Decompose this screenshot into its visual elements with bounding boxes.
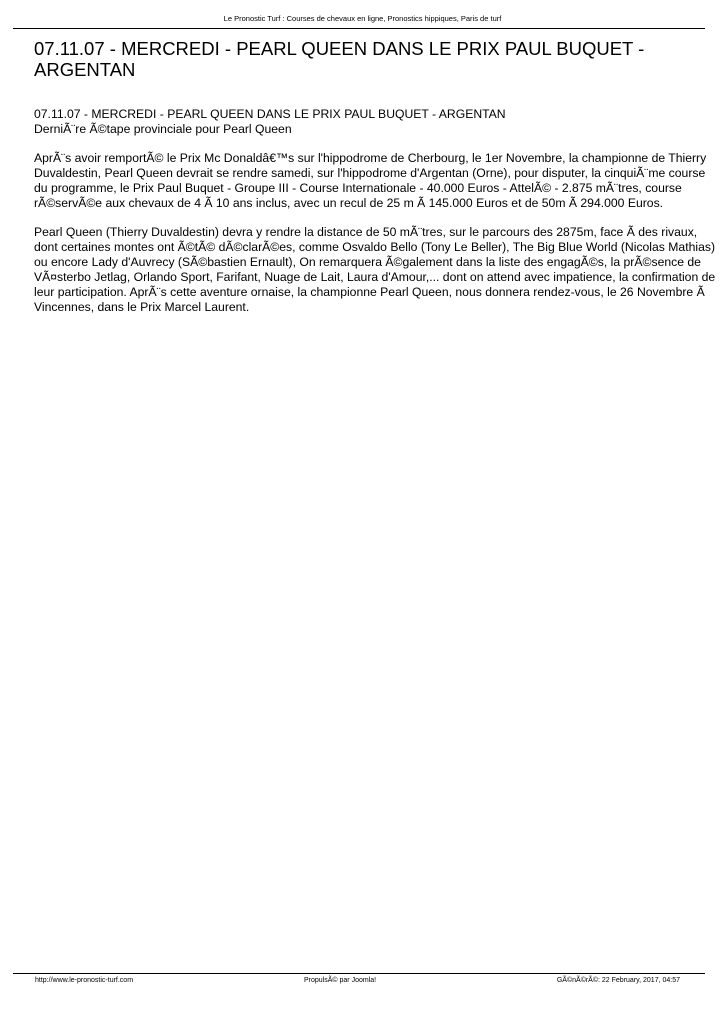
footer-divider — [13, 973, 705, 974]
article-paragraph-1: AprÃ¨s avoir remportÃ© le Prix Mc Donaldâ€™s sur l'hippodrome de Cherbourg, le 1er Novembre, la championne de Thierry Duvaldestin, Pearl Queen devrait se rendre samedi, sur l'hippodrome d'Argentan (Orne), pour disputer, la cinquiÃ¨me course du programme, le Prix Paul Buquet - Groupe III - Course Internationale - 40.000 Euros - AttelÃ© - 2.875 mÃ¨tres, course rÃ©servÃ©e aux chevaux de 4 Ã 10 ans inclus, avec un recul de 25 m Ã 145.000 Euros et de 50m Ã 294.000 Euros. — [34, 151, 707, 210]
header-divider — [13, 28, 705, 29]
article-paragraph-2: Pearl Queen (Thierry Duvaldestin) devra y rendre la distance de 50 mÃ¨tres, sur le parcours des 2875m, face Ã des rivaux, dont certaines montes ont Ã©tÃ© dÃ©clarÃ©es, comme Osvaldo Bello (Tony Le Beller), The Big Blue World (Nicolas Mathias) ou encore Lady d'Auvrecy (SÃ©bastien Ernault), On remarquera Ã©galement dans la liste des engagÃ©s, la prÃ©sence de VÃ¤sterbo Jetlag, Orlando Sport, Farifant, Nuage de Lait, Laura d'Amour,... dont on attend avec impatience, la confirmation de leur participation. AprÃ¨s cette aventure ornaise, la championne Pearl Queen, nous donnera rendez-vous, le 26 Novembre Ã Vincennes, dans le Prix Marcel Laurent. — [34, 225, 716, 314]
article-subtitle-line1: 07.11.07 - MERCREDI - PEARL QUEEN DANS LE PRIX PAUL BUQUET - ARGENTAN — [34, 107, 506, 121]
page-header: Le Pronostic Turf : Courses de chevaux en ligne, Pronostics hippiques, Paris de turf — [223, 14, 502, 23]
article-subtitle-line2: DerniÃ¨re Ã©tape provinciale pour Pearl Queen — [34, 122, 292, 136]
footer-powered-by: PropulsÃ© par Joomla! — [304, 977, 377, 984]
article-title: 07.11.07 - MERCREDI - PEARL QUEEN DANS LE PRIX PAUL BUQUET - ARGENTAN — [34, 38, 645, 80]
article-body — [34, 107, 720, 329]
article-intro — [34, 107, 720, 137]
footer-generated-date: GÃ©nÃ©rÃ©: 22 February, 2017, 04:57 — [556, 977, 680, 984]
footer-site-url[interactable]: http://www.le-pronostic-turf.com — [35, 977, 134, 984]
